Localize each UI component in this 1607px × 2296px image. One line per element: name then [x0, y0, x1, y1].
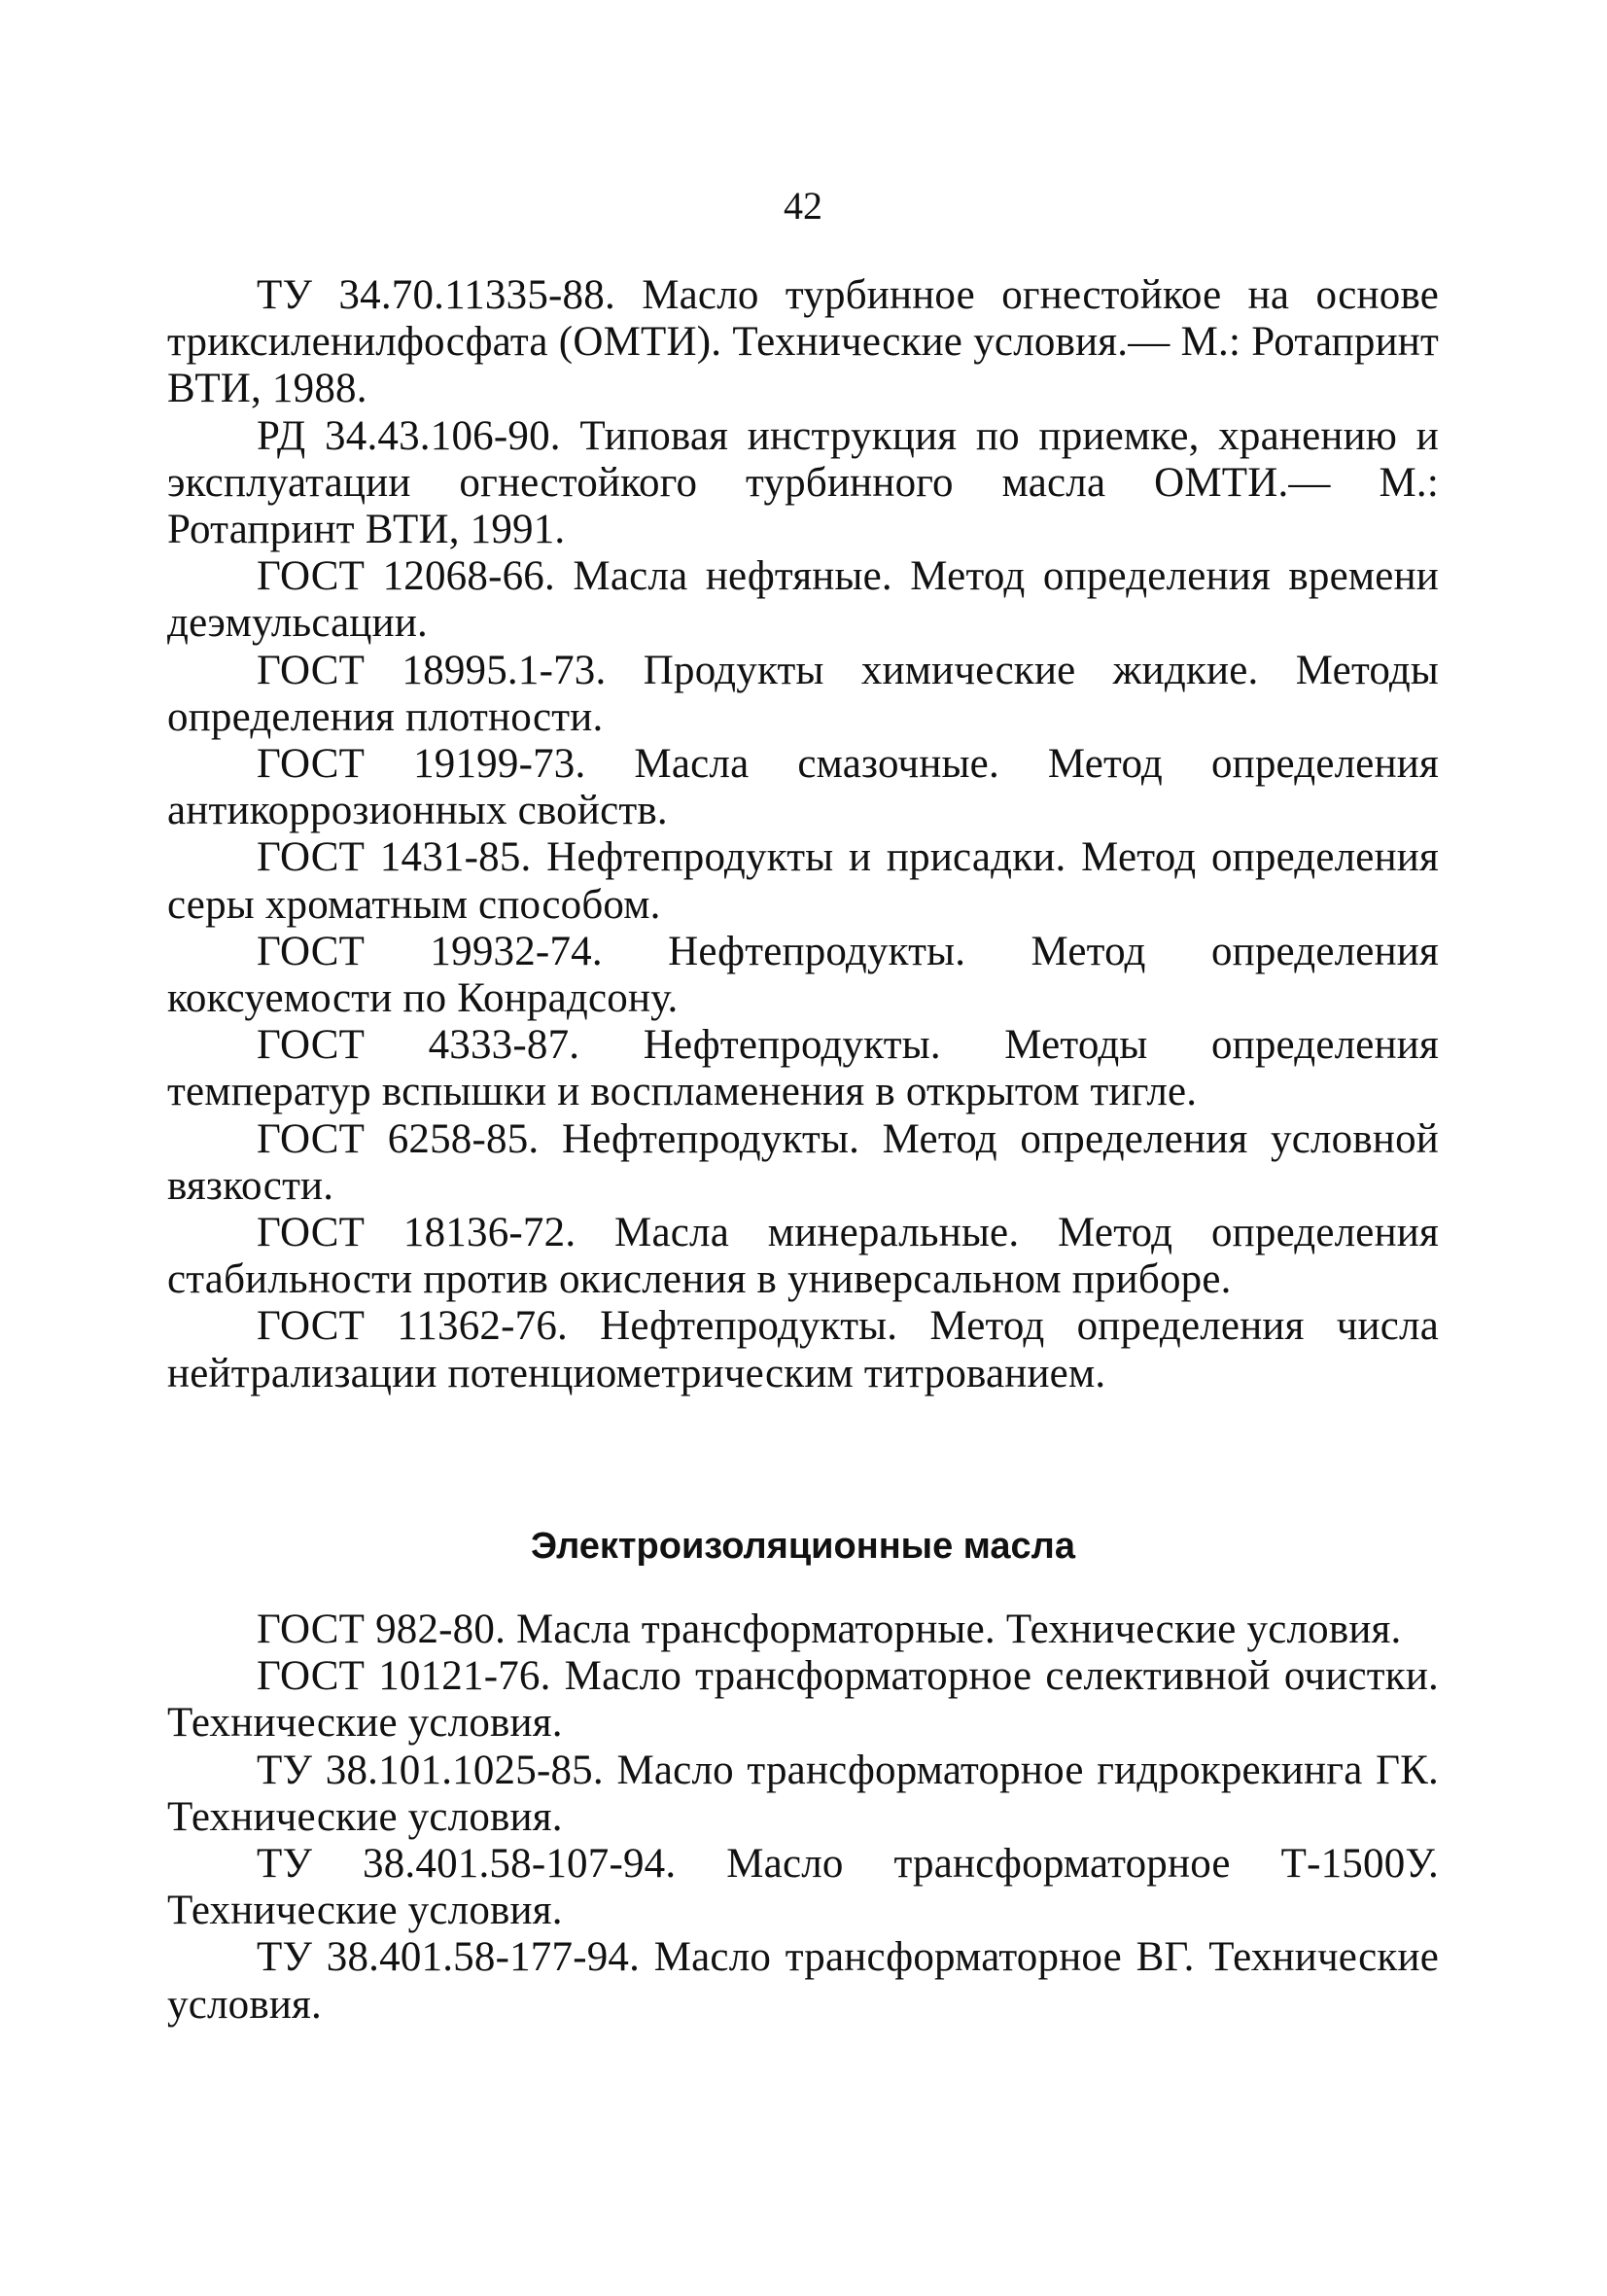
reference-entry: ГОСТ 4333-87. Нефтепродукты. Методы определения температур вспышки и воспламенения в открытом тигле.: [167, 1022, 1439, 1115]
section-heading: Электроизоляционные масла: [531, 1526, 1075, 1567]
page-number: 42: [784, 184, 822, 228]
reference-entry: ГОСТ 18995.1-73. Продукты химические жидкие. Методы определения плотности.: [167, 647, 1439, 740]
reference-entry: ГОСТ 1431-85. Нефтепродукты и присадки. Метод определения серы хроматным способом.: [167, 834, 1439, 928]
reference-entry: ГОСТ 11362-76. Нефтепродукты. Метод определения числа нейтрализации потенциометрическим титрованием.: [167, 1303, 1439, 1396]
references-list: [167, 272, 1439, 1397]
reference-entry: ГОСТ 6258-85. Нефтепродукты. Метод определения условной вязкости.: [167, 1115, 1439, 1209]
reference-entry: ТУ 38.101.1025-85. Масло трансформаторное гидрокрекинга ГК. Технические условия.: [167, 1747, 1439, 1840]
reference-entry: ТУ 38.401.58-177-94. Масло трансформаторное ВГ. Технические условия.: [167, 1934, 1439, 2028]
references-list-insulating-oils: [167, 1607, 1439, 2029]
reference-entry: ГОСТ 982-80. Масла трансформаторные. Технические условия.: [257, 1607, 1402, 1652]
reference-entry: ГОСТ 19199-73. Масла смазочные. Метод определения антикоррозионных свойств.: [167, 741, 1439, 834]
reference-entry: ГОСТ 18136-72. Масла минеральные. Метод определения стабильности против окисления в универсальном приборе.: [167, 1210, 1439, 1303]
reference-entry: ГОСТ 10121-76. Масло трансформаторное селективной очистки. Технические условия.: [167, 1653, 1439, 1747]
reference-entry: ТУ 34.70.11335-88. Масло турбинное огнестойкое на основе триксиленилфосфата (ОМТИ). Технические условия.— М.: Ротапринт ВТИ, 1988.: [167, 272, 1439, 412]
reference-entry: ГОСТ 12068-66. Масла нефтяные. Метод определения времени деэмульсации.: [167, 553, 1439, 647]
reference-entry: ГОСТ 19932-74. Нефтепродукты. Метод определения коксуемости по Конрадсону.: [167, 928, 1439, 1022]
reference-entry: РД 34.43.106-90. Типовая инструкция по приемке, хранению и эксплуатации огнестойкого турбинного масла ОМТИ.— М.: Ротапринт ВТИ, 1991.: [167, 412, 1439, 553]
reference-entry: ТУ 38.401.58-107-94. Масло трансформаторное Т-1500У. Технические условия.: [167, 1841, 1439, 1934]
